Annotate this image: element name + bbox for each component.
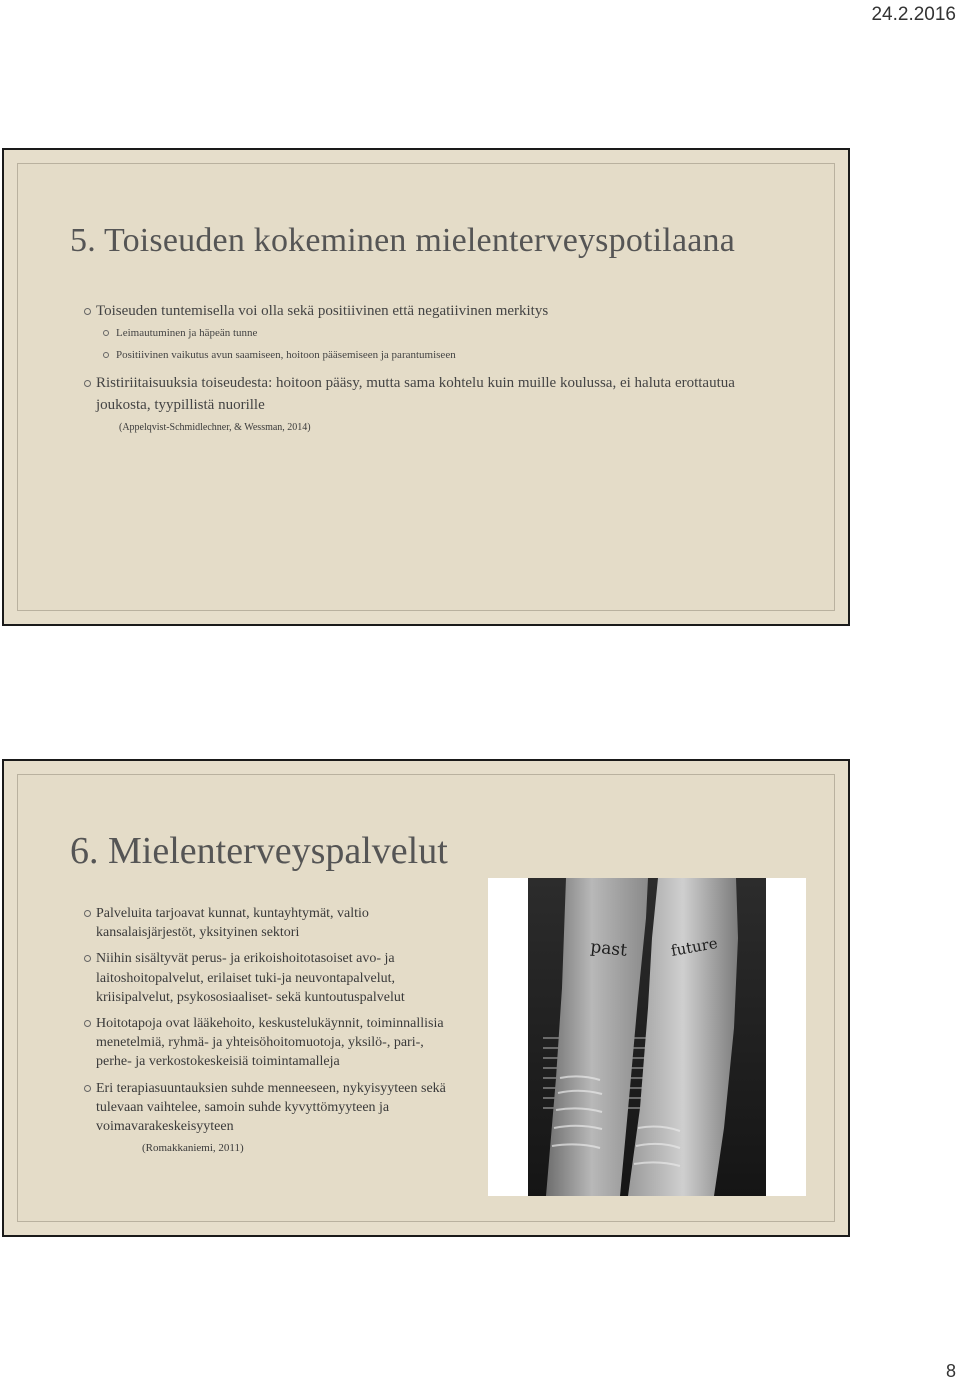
bullet-list xyxy=(96,300,786,438)
list-item xyxy=(96,322,786,344)
bullet-icon xyxy=(84,1085,91,1092)
slide-6 xyxy=(2,759,850,1237)
tattoo-word-past: past xyxy=(589,937,628,961)
list-item xyxy=(96,300,786,322)
bullet-text: Hoitotapoja ovat lääkehoito, keskustelukäynnit, toiminnallisia menetelmiä, ryhmä- ja yhteisöhoitomuotoja, yksilö-, pari-, perhe- ja verkostokeskeisiä toimintamalleja xyxy=(96,1016,444,1070)
bullet-list xyxy=(96,904,446,1164)
bullet-icon xyxy=(103,352,109,358)
forearm-tattoo-photo xyxy=(488,878,806,1196)
sub-bullet-text: Positiivinen vaikutus avun saamiseen, hoitoon pääsemiseen ja parantumiseen xyxy=(116,349,456,361)
bullet-icon xyxy=(84,380,91,387)
bullet-text: Palveluita tarjoavat kunnat, kuntayhtymät, valtio kansalaisjärjestöt, yksityinen sektori xyxy=(96,906,369,941)
slide-title: 5. Toiseuden kokeminen mielenterveyspotilaana xyxy=(70,222,736,259)
tattoo-word-future: future xyxy=(669,934,719,960)
sub-bullet-text: Leimautuminen ja häpeän tunne xyxy=(116,327,258,339)
list-item xyxy=(96,372,786,416)
page-number: 8 xyxy=(945,1361,956,1381)
list-item xyxy=(96,344,786,366)
list-item xyxy=(96,949,446,1007)
list-item xyxy=(96,904,446,942)
citation: (Appelqvist-Schmidlechner, & Wessman, 2014) xyxy=(119,422,311,433)
list-item xyxy=(96,1014,446,1072)
slide-5 xyxy=(2,148,850,626)
bullet-text: Eri terapiasuuntauksien suhde menneeseen, nykyisyyteen sekä tulevaan vaihtelee, samoin suhde kyvyttömyyteen ja voimavarakeskeisyyteen xyxy=(96,1080,446,1135)
bullet-text: Niihin sisältyvät perus- ja erikoishoitotasoiset avo- ja laitoshoitopalvelut, erilaiset tuki-ja neuvontapalvelut, kriisipalvelut, psykososiaaliset- sekä kuntoutuspalvelut xyxy=(96,951,405,1005)
bullet-icon xyxy=(84,1020,91,1027)
bullet-text: Ristiriitaisuuksia toiseudesta: hoitoon pääsy, mutta sama kohtelu kuin muille koulussa, ei haluta erottautua joukosta, tyypillistä nuorille xyxy=(96,375,735,413)
bullet-icon xyxy=(103,330,109,336)
bullet-text: Toiseuden tuntemisella voi olla sekä positiivinen että negatiivinen merkitys xyxy=(96,303,549,319)
citation: (Romakkaniemi, 2011) xyxy=(142,1142,244,1155)
list-item xyxy=(96,1079,446,1137)
bullet-icon xyxy=(84,910,91,917)
forearm-tattoo-illustration xyxy=(488,878,806,1196)
slide-title: 6. Mielenterveyspalvelut xyxy=(70,830,448,872)
header-date: 24.2.2016 xyxy=(871,4,956,25)
bullet-icon xyxy=(84,308,91,315)
